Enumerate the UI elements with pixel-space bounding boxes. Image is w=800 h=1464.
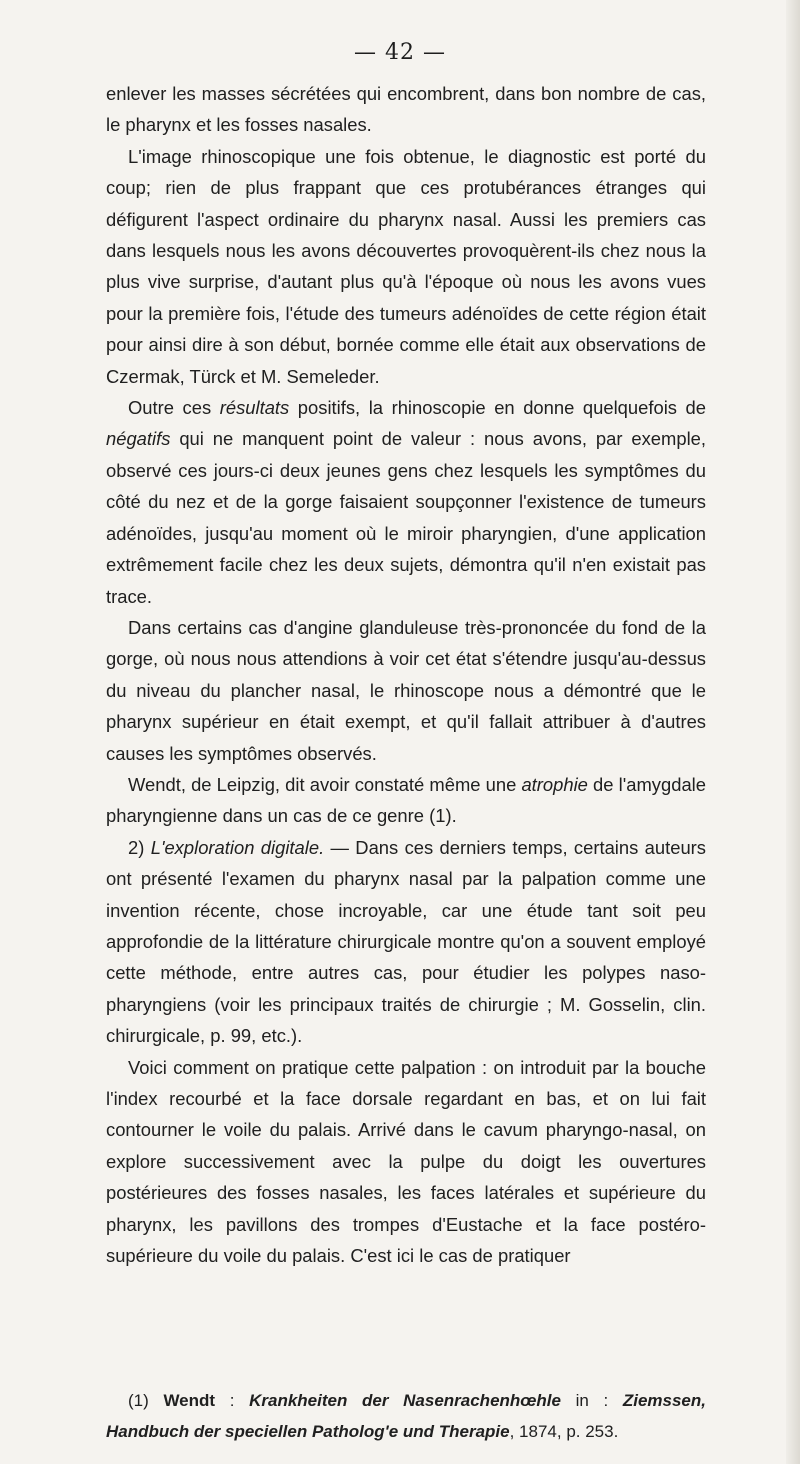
paragraph-4: Dans certains cas d'angine glanduleuse très-prononcée du fond de la gorge, où nous nous attendions à voir cet état s'étendre jusqu'au-dessus du niveau du plancher nasal, le rhinoscope nous a démontré que le pharynx supérieur en était exempt, et qu'il fallait attribuer à d'autres causes les symptômes observés. [106,616,706,764]
paragraph-1: enlever les masses sécrétées qui encombrent, dans bon nombre de cas, le pharynx et les fosses nasales. [106,83,706,136]
paragraph-5-text: Wendt, de Leipzig, dit avoir constaté même une [128,773,522,795]
page-edge-shadow [786,0,800,1464]
footnote-text: : [215,1391,250,1410]
paragraph-6-text: — Dans ces derniers temps, certains auteurs ont présenté l'examen du pharynx nasal par la palpation comme une invention récente, chose incroyable, car une étude tant soit peu approfondie de la littérature chirurgicale montre qu'on a souvent employé cette méthode, entre autres cas, pour étudier les polypes naso-pharyngiens (voir les principaux traités de chirurgie ; M. Gosselin, clin. chirurgicale, p. 99, etc.). [106,836,707,1047]
footnote-text: in : [560,1391,623,1410]
paragraph-3 [106,392,706,612]
paragraph-3-text: positifs, la rhinoscopie en donne quelquefois de [289,397,706,419]
footnote-text: , 1874, p. 253. [509,1422,619,1441]
paragraph-2: L'image rhinoscopique une fois obtenue, le diagnostic est porté du coup; rien de plus frappant que ces protubérances étranges qui défigurent l'aspect ordinaire du pharynx nasal. Aussi les premiers cas dans lesquels nous les avons découvertes provoquèrent-ils chez nous la plus vive surprise, d'autant plus qu'à l'époque où nous les avons vues pour la première fois, l'étude des tumeurs adénoïdes de cette région était pour ainsi dire à son début, bornée comme elle était aux observations de Czermak, Türck et M. Semeleder. [106,145,706,387]
footnote-title: Krankheiten der Nasenrachenhœhle [249,1391,561,1410]
paragraph-3-emphasis-negatifs: négatifs [106,428,171,450]
paragraph-6-text: 2) [128,836,151,858]
footnote-author: Wendt [163,1391,216,1410]
footnote-editor: Ziemssen, Handbuch der speciellen Patholog'e und Therapie [106,1391,706,1441]
paragraph-5 [106,769,706,832]
footnote [106,1385,706,1447]
paragraph-3-text: Outre ces [128,397,220,419]
paragraph-7: Voici comment on pratique cette palpation : on introduit par la bouche l'index recourbé et la face dorsale regardant en bas, et on lui fait contourner le voile du palais. Arrivé dans le cavum pharyngo-nasal, on explore successivement avec la pulpe du doigt les ouvertures postérieures des fosses nasales, les faces latérales et supérieure du pharynx, les pavillons des trompes d'Eustache et la face postéro-supérieure du voile du palais. C'est ici le cas de pratiquer [106,1056,706,1267]
paragraph-6 [106,832,706,1052]
body-text [106,78,706,1271]
page-number: — 42 — [354,40,446,65]
paragraph-5-text: de l'amygdale pharyngienne dans un cas de ce genre (1). [106,773,706,827]
paragraph-3-emphasis-resultats: résultats [219,397,290,419]
footnote-marker: (1) [128,1391,164,1410]
section-heading-exploration-digitale: L'exploration digitale. [150,836,325,858]
paragraph-5-emphasis-atrophie: atrophie [521,773,588,795]
paragraph-3-text: qui ne manquent point de valeur : nous avons, par exemple, observé ces jours-ci deux jeunes gens chez lesquels les symptômes du côté du nez et de la gorge faisaient soupçonner l'existence de tumeurs adénoïdes, jusqu'au moment où le miroir pharyngien, d'une application extrêmement facile chez les deux sujets, démontra qu'il n'en existait pas trace. [106,428,706,607]
